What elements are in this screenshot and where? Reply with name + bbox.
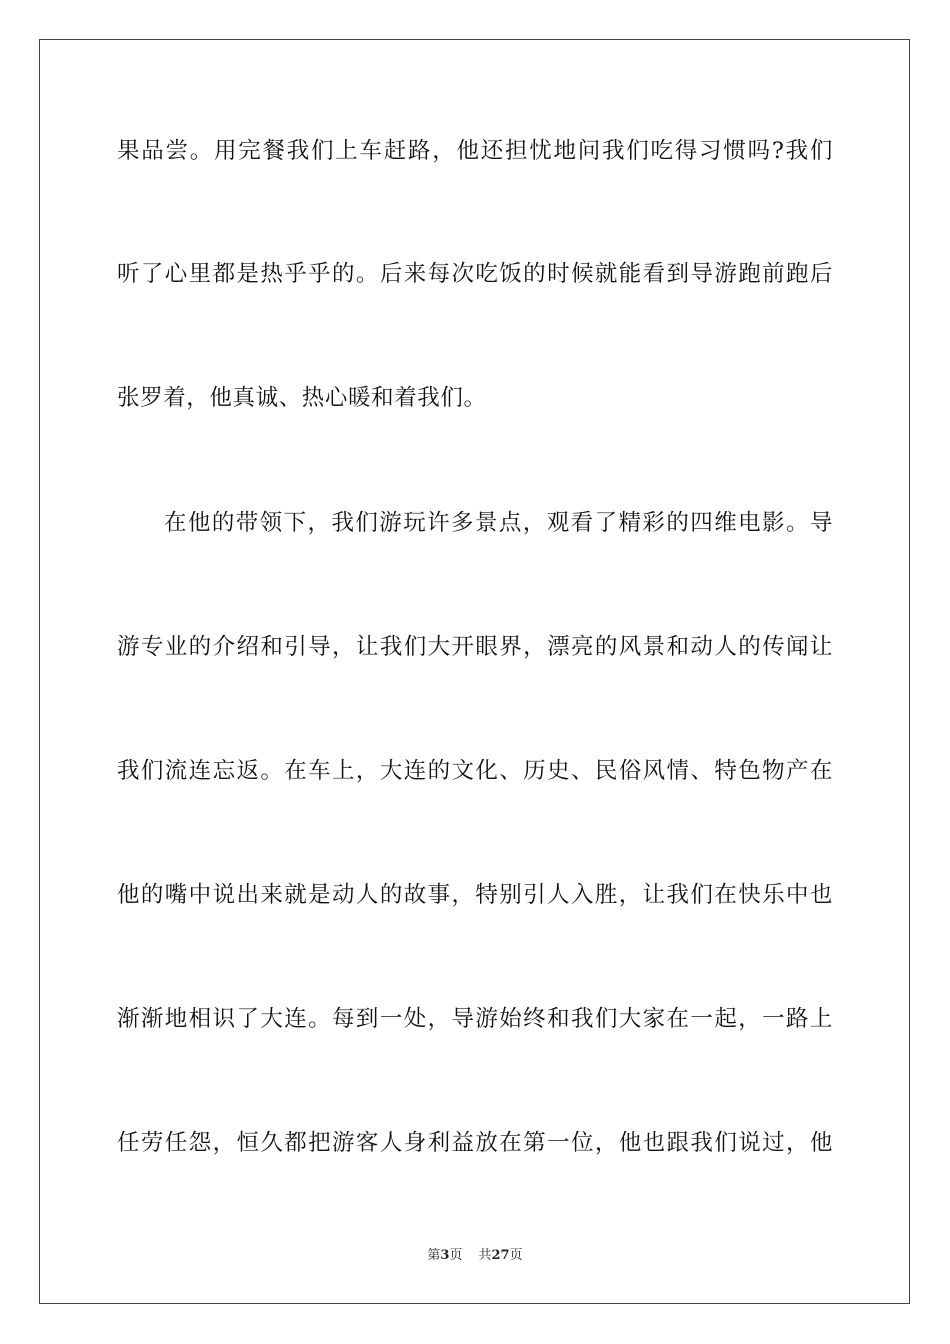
text-line: 任劳任怨，恒久都把游客人身利益放在第一位，他也跟我们说过，他 xyxy=(117,1130,833,1156)
text-line: 听了心里都是热乎乎的。后来每次吃饭的时候就能看到导游跑前跑后 xyxy=(117,261,833,287)
total-suffix: 页 xyxy=(509,1248,523,1263)
text-line: 渐渐地相识了大连。每到一处，导游始终和我们大家在一起，一路上 xyxy=(117,1006,833,1032)
page-prefix: 第 xyxy=(427,1248,441,1263)
total-pages: 27 xyxy=(491,1248,510,1263)
page-suffix: 页 xyxy=(449,1248,463,1263)
page-number: 3 xyxy=(440,1248,450,1263)
page-footer xyxy=(0,1247,950,1265)
text-line: 我们流连忘返。在车上，大连的文化、历史、民俗风情、特色物产在 xyxy=(117,758,833,784)
text-line: 在他的带领下，我们游玩许多景点，观看了精彩的四维电影。导 xyxy=(164,510,833,536)
page-border xyxy=(39,39,910,1304)
text-line: 他的嘴中说出来就是动人的故事，特别引人入胜，让我们在快乐中也 xyxy=(117,882,833,908)
total-prefix: 共 xyxy=(478,1248,492,1263)
text-line: 果品尝。用完餐我们上车赶路，他还担忧地问我们吃得习惯吗?我们 xyxy=(117,138,833,164)
text-line: 游专业的介绍和引导，让我们大开眼界，漂亮的风景和动人的传闻让 xyxy=(117,634,833,660)
text-line: 张罗着，他真诚、热心暖和着我们。 xyxy=(117,385,487,411)
